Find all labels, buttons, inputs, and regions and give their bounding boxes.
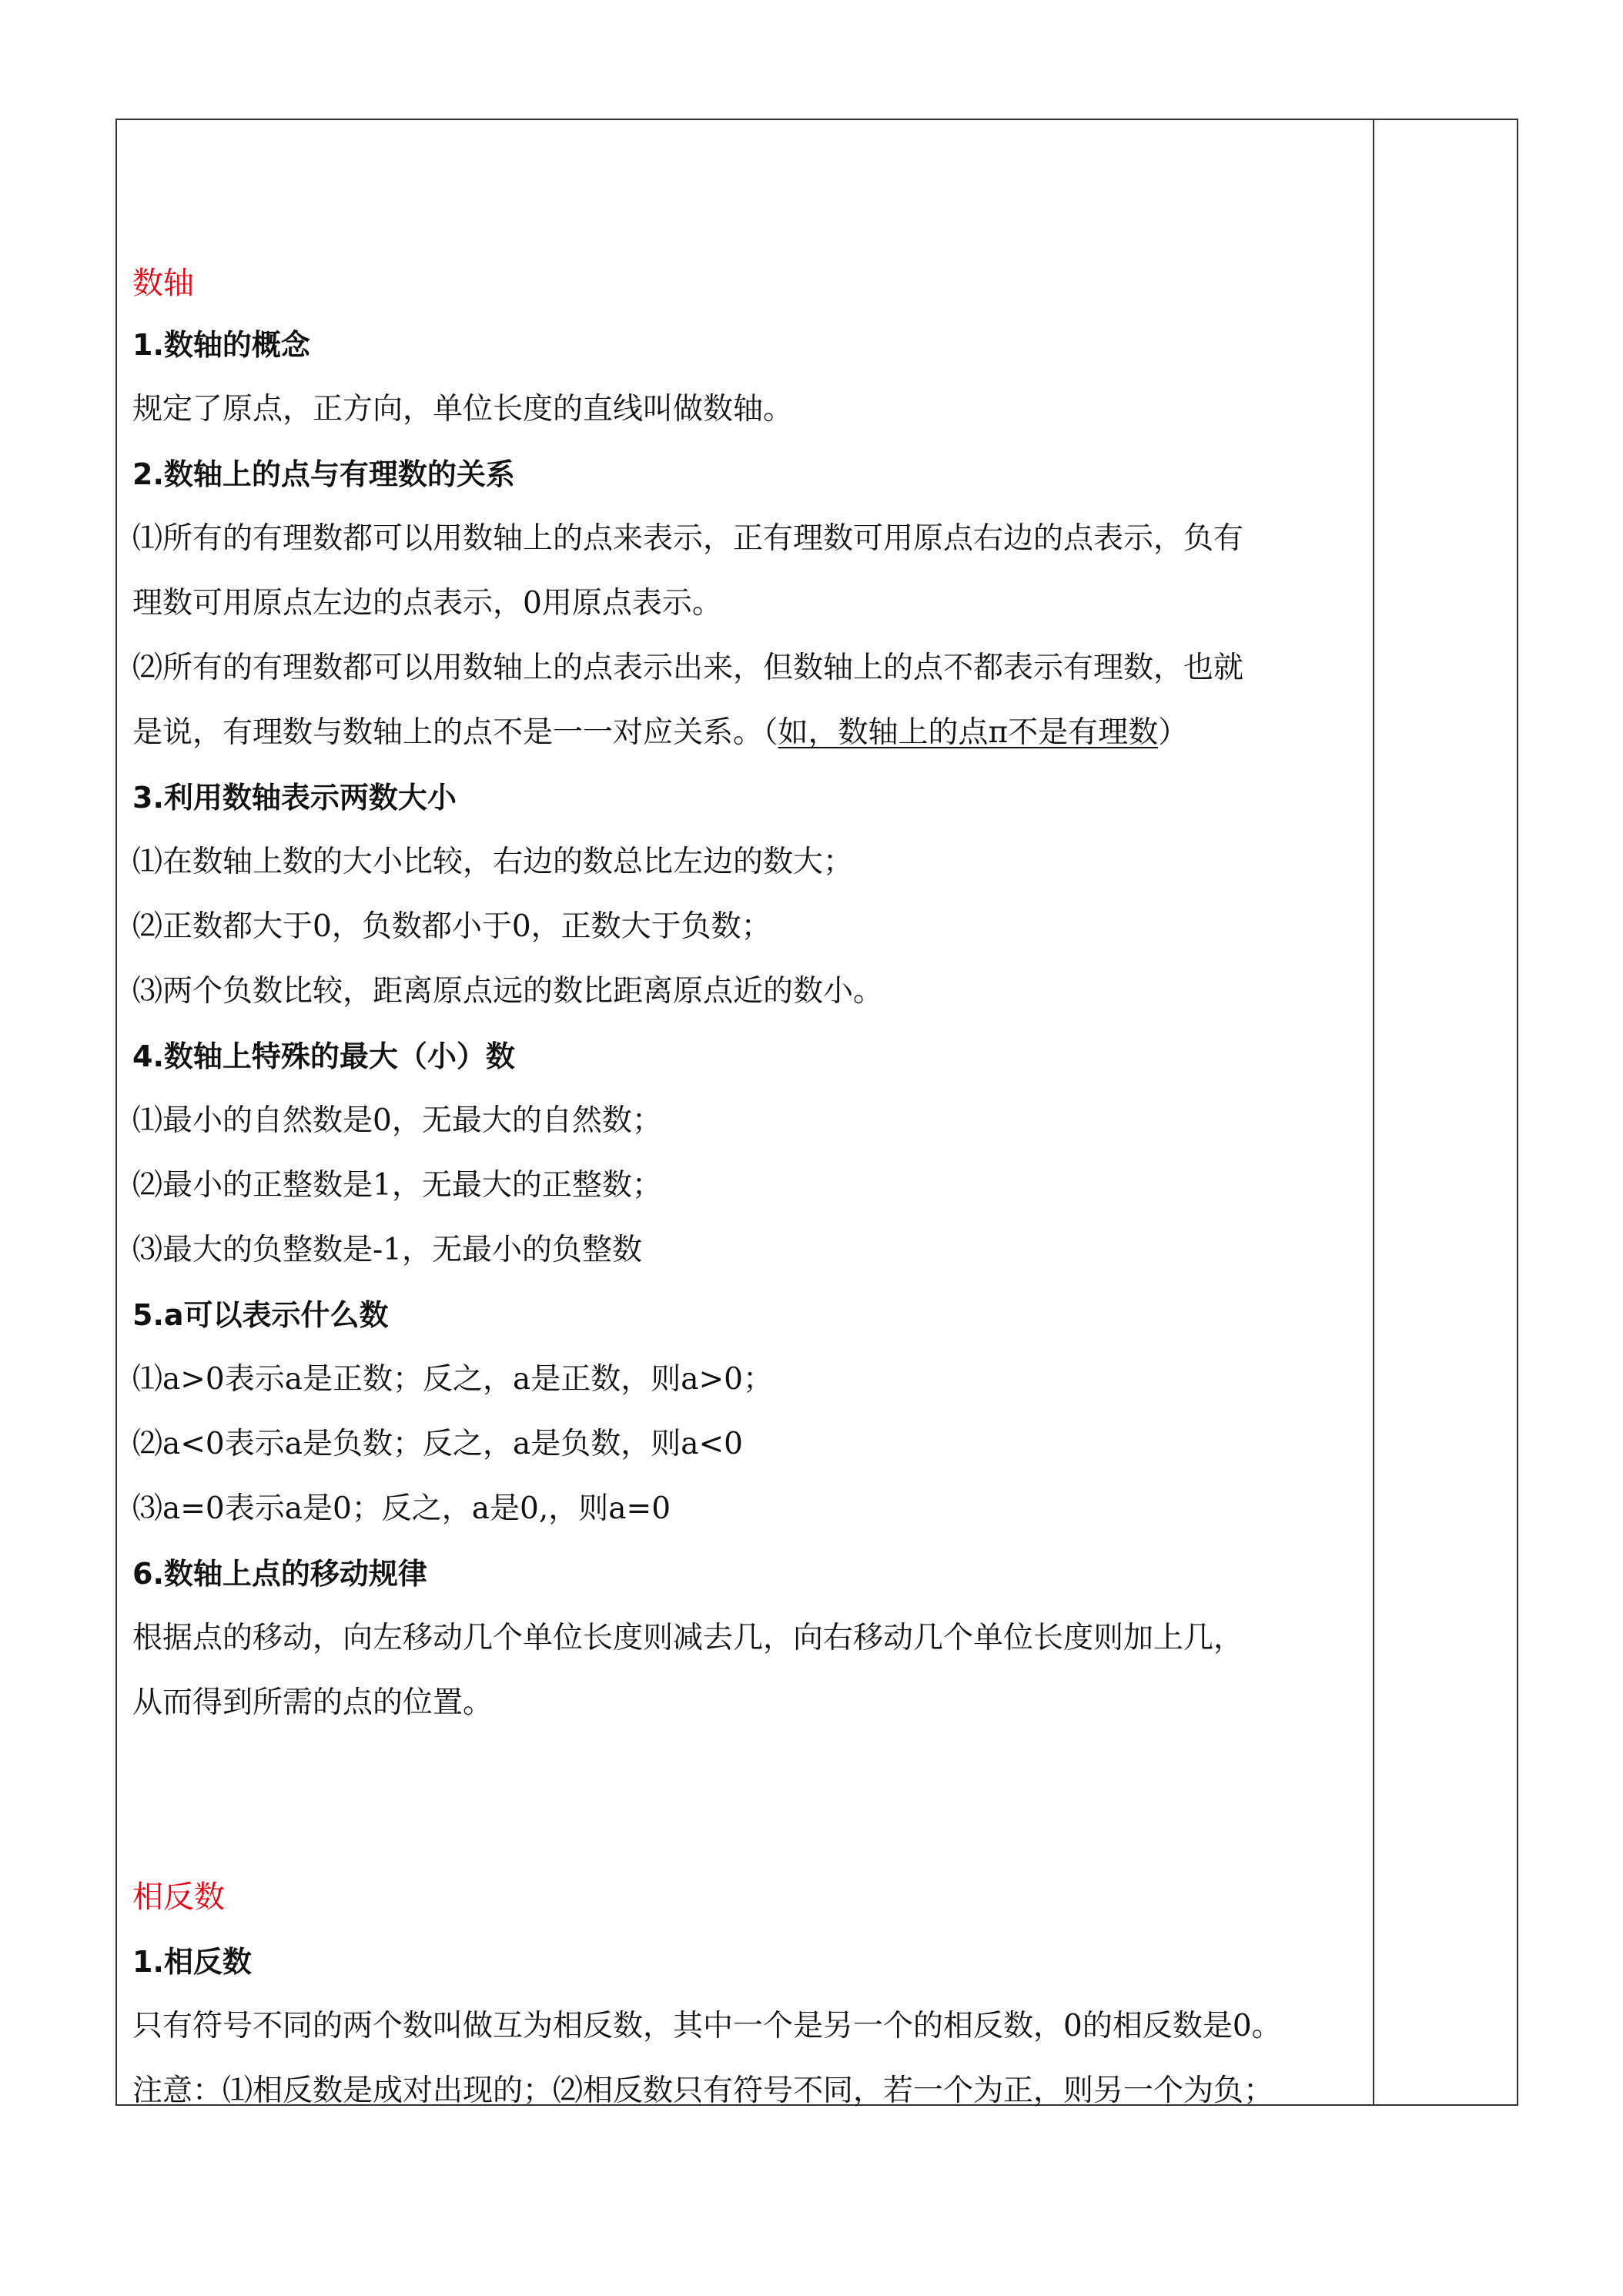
paragraph: ⑶最大的负整数是-1，无最小的负整数 bbox=[132, 1233, 642, 1267]
paragraph: ⑴所有的有理数都可以用数轴上的点来表示，正有理数可用原点右边的点表示，负有 bbox=[132, 521, 1244, 556]
paragraph: 从而得到所需的点的位置。 bbox=[132, 1685, 494, 1720]
paragraph: ⑴a>0表示a是正数；反之，a是正数，则a>0； bbox=[132, 1362, 773, 1397]
paragraph: 规定了原点，正方向，单位长度的直线叫做数轴。 bbox=[132, 392, 794, 427]
heading-point-movement: 6.数轴上点的移动规律 bbox=[132, 1557, 427, 1591]
heading-what-a-represents: 5.a可以表示什么数 bbox=[132, 1298, 389, 1332]
paragraph: ⑵正数都大于0，负数都小于0，正数大于负数； bbox=[132, 909, 771, 944]
paragraph: ⑵a<0表示a是负数；反之，a是负数，则a<0 bbox=[132, 1427, 743, 1461]
heading-points-and-rationals: 2.数轴上的点与有理数的关系 bbox=[132, 457, 515, 491]
paragraph-text: 是说，有理数与数轴上的点不是一一对应关系。（ bbox=[132, 715, 778, 750]
paragraph: ⑵所有的有理数都可以用数轴上的点表示出来，但数轴上的点不都表示有理数，也就 bbox=[132, 651, 1244, 685]
paragraph: ⑴在数轴上数的大小比较，右边的数总比左边的数大； bbox=[132, 845, 854, 879]
column-divider bbox=[1373, 120, 1374, 2104]
section-title-number-line: 数轴 bbox=[132, 266, 194, 301]
heading-special-numbers: 4.数轴上特殊的最大（小）数 bbox=[132, 1039, 515, 1073]
paragraph: 注意：⑴相反数是成对出现的；⑵相反数只有符号不同，若一个为正，则另一个为负； bbox=[132, 2073, 1274, 2108]
paragraph bbox=[132, 715, 1188, 751]
paragraph-text: ） bbox=[1158, 715, 1189, 750]
paragraph: ⑶两个负数比较，距离原点远的数比距离原点近的数小。 bbox=[132, 974, 884, 1009]
heading-number-line-concept: 1.数轴的概念 bbox=[132, 328, 310, 362]
content-table bbox=[115, 119, 1518, 2106]
paragraph: 理数可用原点左边的点表示，0用原点表示。 bbox=[132, 586, 722, 621]
paragraph: ⑴最小的自然数是0，无最大的自然数； bbox=[132, 1103, 662, 1138]
paragraph: 根据点的移动，向左移动几个单位长度则减去几，向右移动几个单位长度则加上几， bbox=[132, 1621, 1244, 1655]
heading-opposite-numbers: 1.相反数 bbox=[132, 1945, 252, 1979]
paragraph: 只有符号不同的两个数叫做互为相反数，其中一个是另一个的相反数，0的相反数是0。 bbox=[132, 2009, 1282, 2043]
section-title-opposite-numbers: 相反数 bbox=[132, 1879, 225, 1915]
paragraph: ⑵最小的正整数是1，无最大的正整数； bbox=[132, 1168, 662, 1203]
underlined-example: 如，数轴上的点π不是有理数 bbox=[778, 715, 1159, 750]
heading-compare-numbers: 3.利用数轴表示两数大小 bbox=[132, 781, 457, 815]
paragraph: ⑶a=0表示a是0；反之，a是0,，则a=0 bbox=[132, 1491, 671, 1526]
